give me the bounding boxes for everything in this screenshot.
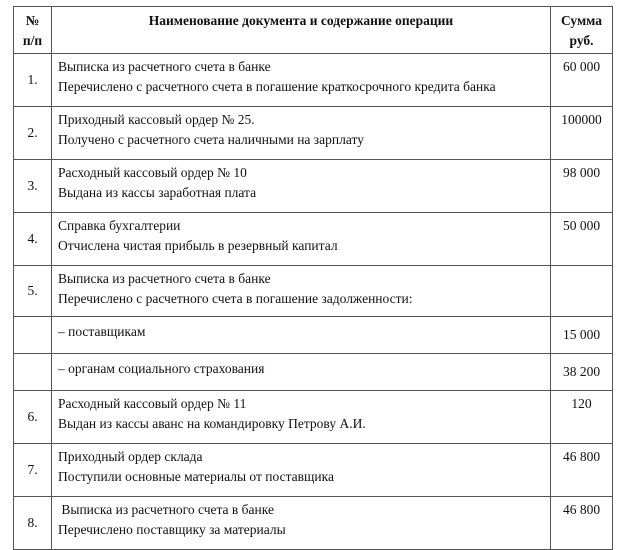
row-subitem: – органам социального страхования: [52, 354, 551, 391]
table-row: [14, 266, 613, 317]
row-op: Перечислено поставщику за материалы: [58, 522, 286, 537]
row-doc: Приходный ордер склада: [58, 449, 203, 464]
row-op: Выдана из кассы заработная плата: [58, 185, 257, 200]
header-sum: [551, 7, 613, 54]
row-num: 7.: [14, 444, 52, 497]
row-desc: [52, 444, 551, 497]
row-sum: 100000: [551, 107, 613, 160]
row-subitem: – поставщикам: [52, 317, 551, 354]
row-sum: 120: [551, 391, 613, 444]
table-row: [14, 497, 613, 550]
row-op: Выдан из кассы аванс на командировку Петрову А.И.: [58, 416, 366, 431]
header-sum-line-1: Сумма: [560, 13, 603, 28]
table-row: [14, 391, 613, 444]
row-sum: 15 000: [551, 317, 613, 354]
row-doc: Расходный кассовый ордер № 10: [58, 165, 247, 180]
row-doc: Выписка из расчетного счета в банке: [58, 59, 271, 74]
header-sum-line-2: руб.: [569, 33, 594, 48]
row-sum: 38 200: [551, 354, 613, 391]
header-name: Наименование документа и содержание операции: [52, 7, 551, 54]
row-num: 4.: [14, 213, 52, 266]
row-num: [14, 354, 52, 391]
row-num: 3.: [14, 160, 52, 213]
table-row: [14, 54, 613, 107]
row-desc: [52, 54, 551, 107]
header-num: [14, 7, 52, 54]
table-row: [14, 213, 613, 266]
row-desc: [52, 213, 551, 266]
row-doc: Справка бухгалтерии: [58, 218, 181, 233]
row-doc: Приходный кассовый ордер № 25.: [58, 112, 255, 127]
row-doc: Расходный кассовый ордер № 11: [58, 396, 247, 411]
row-num: 1.: [14, 54, 52, 107]
row-op: Отчислена чистая прибыль в резервный капитал: [58, 238, 338, 253]
operations-table: [13, 6, 613, 550]
row-op: Получено с расчетного счета наличными на зарплату: [58, 132, 364, 147]
row-sum: 60 000: [551, 54, 613, 107]
table-row: [14, 107, 613, 160]
row-desc: [52, 160, 551, 213]
row-op: Перечислено с расчетного счета в погашение задолженности:: [58, 291, 413, 306]
row-num: 2.: [14, 107, 52, 160]
row-op: Перечислено с расчетного счета в погашение краткосрочного кредита банка: [58, 79, 496, 94]
row-num: 8.: [14, 497, 52, 550]
row-sum: 98 000: [551, 160, 613, 213]
row-num: 5.: [14, 266, 52, 317]
row-sum: 46 800: [551, 444, 613, 497]
header-num-line-2: п/п: [22, 33, 43, 48]
header-row: [14, 7, 613, 54]
row-sum: 50 000: [551, 213, 613, 266]
table-row: [14, 160, 613, 213]
row-desc: [52, 391, 551, 444]
row-doc: Выписка из расчетного счета в банке: [58, 502, 274, 517]
row-desc: [52, 266, 551, 317]
table-row: [14, 354, 613, 391]
row-num: [14, 317, 52, 354]
row-op: Поступили основные материалы от поставщика: [58, 469, 334, 484]
row-sum: [551, 266, 613, 317]
row-desc: [52, 497, 551, 550]
row-doc: Выписка из расчетного счета в банке: [58, 271, 271, 286]
row-num: 6.: [14, 391, 52, 444]
table-row: [14, 444, 613, 497]
header-num-line-1: №: [25, 13, 40, 28]
row-sum: 46 800: [551, 497, 613, 550]
row-desc: [52, 107, 551, 160]
table-row: [14, 317, 613, 354]
